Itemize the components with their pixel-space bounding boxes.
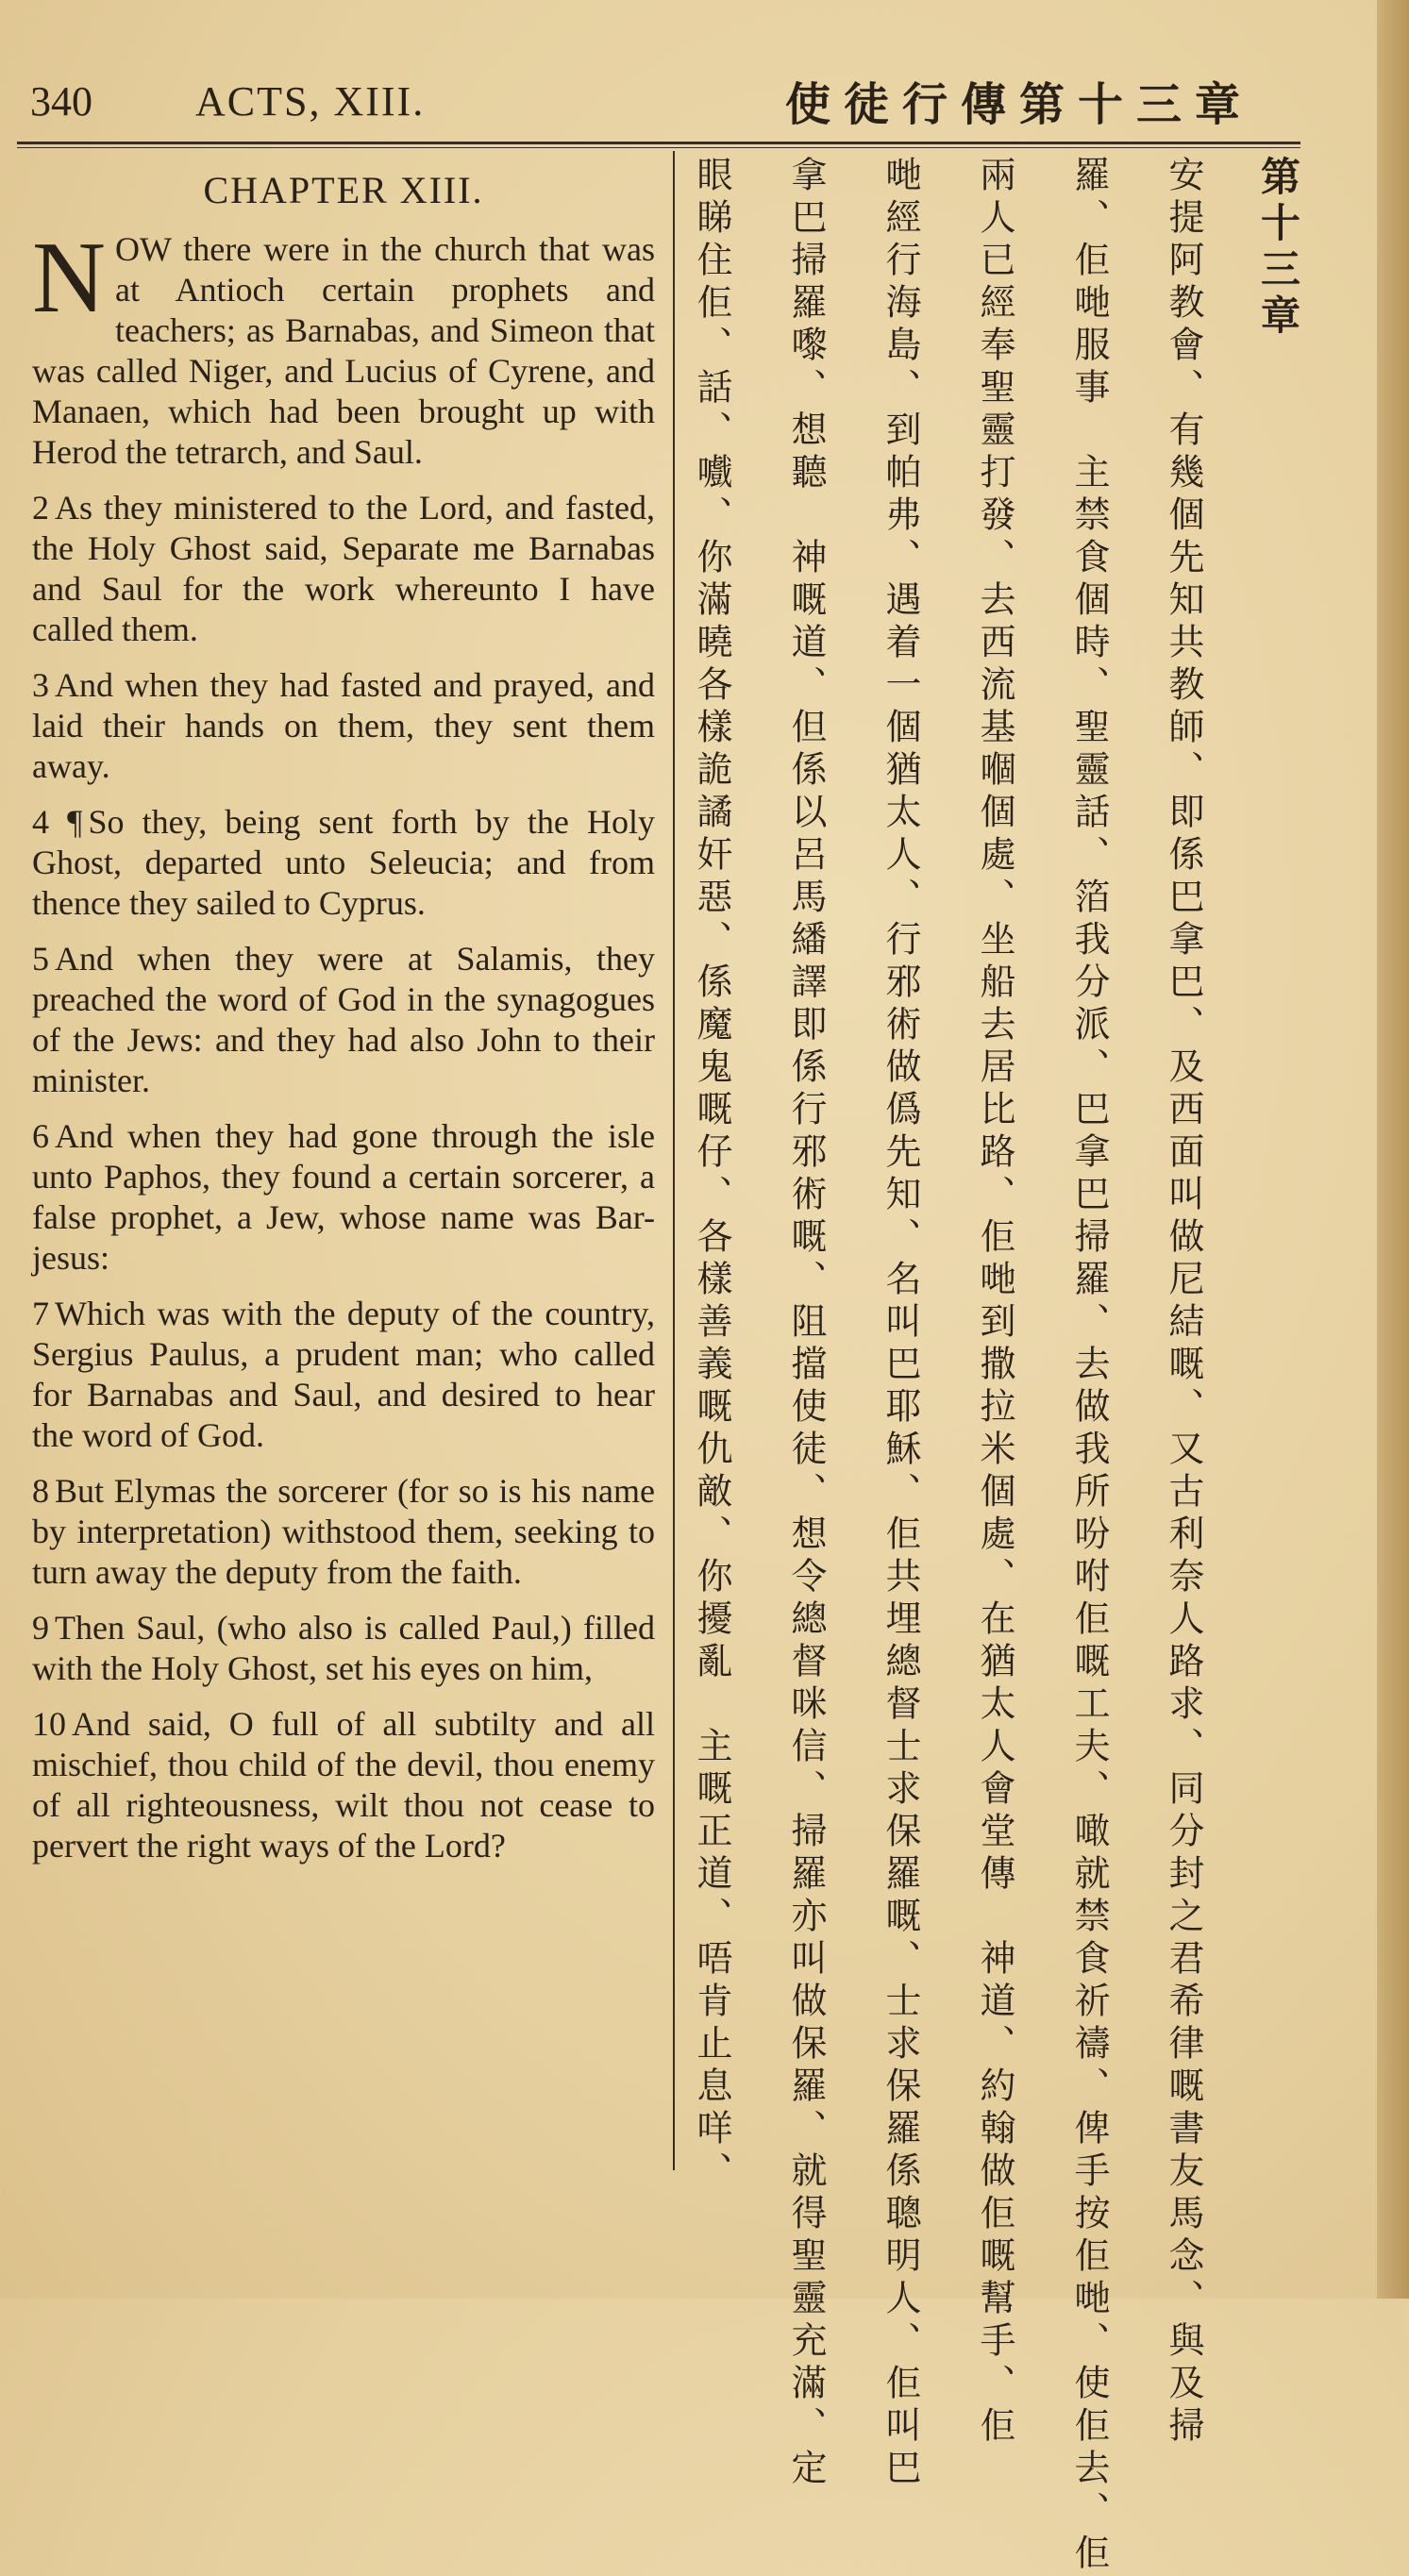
verse-text: Which was with the deputy of the country, Sergius Paulus, a prudent man; who called for Barnabas and Saul, and desired to hear the word of God. [32, 1295, 655, 1454]
verse-10 [32, 1704, 655, 1866]
verse-text: And when they were at Salamis, they preached the word of God in the synagogues of the Jews: and they had also John to their minister. [32, 940, 655, 1099]
chinese-chapter-heading: 第十三章 [1255, 156, 1301, 341]
verse-7 [32, 1294, 655, 1456]
chinese-column [689, 156, 1312, 2576]
chinese-text-column-1: 安提阿教會、有幾個先知共教師、即係巴拿巴、及西面叫做尼結嘅、又古利奈人路求、同分封之君希律嘅書友馬念、與及掃 [1163, 156, 1204, 2449]
english-column [32, 170, 655, 1882]
running-title: ACTS, XIII. [195, 78, 426, 125]
verse-number: 5 [32, 940, 49, 978]
verse-text: And said, O full of all subtilty and all mischief, thou child of the devil, thou enemy of all righteousness, wilt thou not cease to pervert the right ways of the Lord? [32, 1705, 655, 1865]
verse-text: OW there were in the church that was at Antioch certain prophets and teachers; as Barnabas, and Simeon that was called Niger, and Lucius of Cyrene, and Manaen, which had been brought up with Herod the tetrarch, and Saul. [32, 230, 655, 471]
verse-9 [32, 1608, 655, 1689]
verse-number: 3 [32, 666, 49, 704]
header-rule [17, 142, 1300, 144]
chinese-text-column-3: 兩人已經奉聖靈打發、去西流基嗰個處、坐船去居比路、佢哋到撒拉米個處、在猶太人會堂傳 神道、約翰做佢嘅幫手、佢 [974, 156, 1015, 2449]
verse-number: 10 [32, 1705, 66, 1743]
header-rule-thin [17, 147, 1300, 148]
chinese-text-column-5: 拿巴掃羅嚟、想聽 神嘅道、但係以呂馬繙譯即係行邪術嘅、阻擋使徒、想令總督咪信、掃羅亦叫做保羅、就得聖靈充滿、定 [785, 156, 827, 2491]
column-divider [673, 151, 675, 2170]
verse-text: As they ministered to the Lord, and fasted, the Holy Ghost said, Separate me Barnabas and Saul for the work whereunto I have called them. [32, 489, 655, 648]
verse-text: And when they had gone through the isle unto Paphos, they found a certain sorcerer, a false prophet, a Jew, whose name was Bar-jesus: [32, 1117, 655, 1277]
chinese-text-column-6: 眼睇住佢、話、嚱、你滿曉各樣詭譎奸惡、係魔鬼嘅仔、各樣善義嘅仇敵、你擾亂 主嘅正道、唔肯止息咩、 [691, 156, 732, 2194]
verse-text: And when they had fasted and prayed, and laid their hands on them, they sent them away. [32, 666, 655, 785]
chinese-text-column-4: 哋經行海島、到帕弗、遇着一個猶太人、行邪術做僞先知、名叫巴耶穌、佢共埋總督士求保羅嘅、士求保羅係聰明人、佢叫巴 [880, 156, 921, 2491]
chinese-running-title: 使徒行傳第十三章 [785, 78, 1254, 131]
verse-number: 6 [32, 1117, 49, 1155]
drop-cap: N [32, 222, 106, 334]
verse-4 [32, 802, 655, 924]
verse-3 [32, 665, 655, 787]
verse-8 [32, 1471, 655, 1593]
verse-number: 8 [32, 1472, 49, 1510]
verse-number: 4 ¶ [32, 803, 83, 841]
verse-text: So they, being sent forth by the Holy Ghost, departed unto Seleucia; and from thence they sailed to Cyprus. [32, 803, 656, 922]
verse-text: But Elymas the sorcerer (for so is his name by interpretation) withstood them, seeking to turn away the deputy from the faith. [32, 1472, 655, 1591]
verse-2 [32, 488, 655, 650]
verse-number: 2 [32, 489, 49, 527]
page-header [30, 68, 1314, 134]
verse-text: Then Saul, (who also is called Paul,) filled with the Holy Ghost, set his eyes on him, [32, 1609, 655, 1687]
verse-number: 9 [32, 1609, 49, 1647]
chapter-heading: CHAPTER XIII. [203, 169, 484, 211]
verse-1 [32, 222, 655, 473]
chinese-text-column-2: 羅、佢哋服事 主禁食個時、聖靈話、箔我分派、巴拿巴掃羅、去做我所吩咐佢嘅工夫、噉就禁食祈禱、俾手按佢哋、使佢去、佢 [1068, 156, 1110, 2576]
verse-number: 7 [32, 1295, 49, 1332]
verse-6 [32, 1116, 655, 1279]
verse-5 [32, 939, 655, 1101]
page-number: 340 [30, 78, 92, 125]
page-edge [1377, 0, 1409, 2299]
